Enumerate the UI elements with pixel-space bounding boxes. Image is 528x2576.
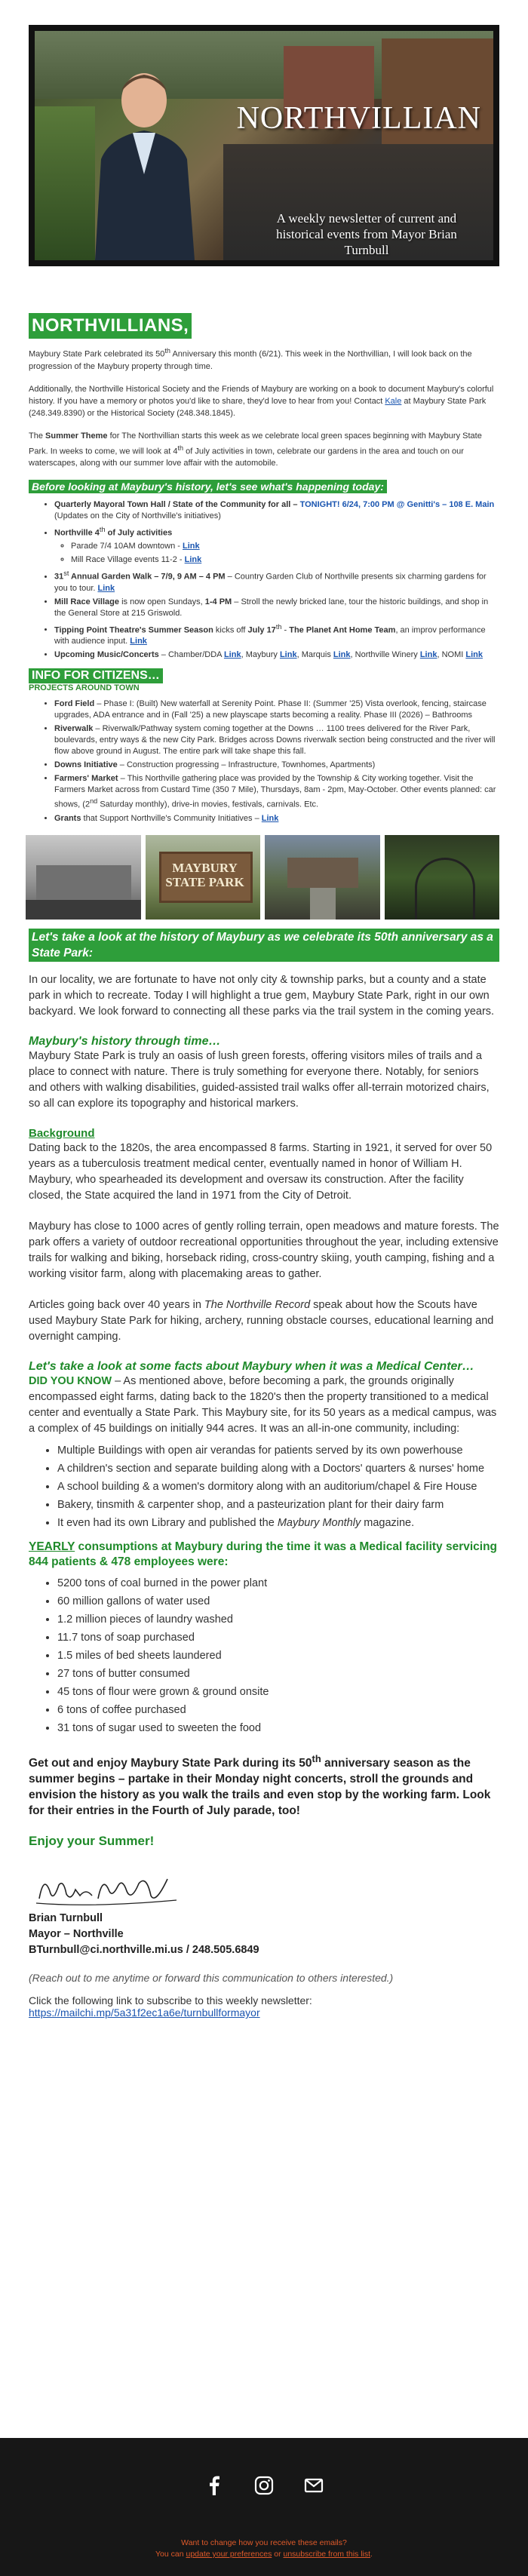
list-item: • A children's section and separate building along with a Doctors' quarters & nurses' home bbox=[57, 1461, 499, 1476]
list-item: ◦ Parade 7/4 10AM downtown - Link bbox=[71, 541, 499, 552]
winery-link[interactable]: Link bbox=[419, 650, 437, 660]
list-item: • Ford Field – Phase I: (Built) New waterfall at Serenity Point. Phase II: (Summer '25) Vista overlook, fencing, staircase upgrades, ADA entrance and in (Fall '25) a new playscape starts becoming a reality. Phase III (2026) – Bathrooms bbox=[54, 698, 499, 721]
list-item: • Upcoming Music/Concerts – Chamber/DDA Link, Maybury Link, Marquis Link, Northville Winery Link, NOMI Link bbox=[54, 649, 499, 661]
greeting-heading: NORTHVILLIANS, bbox=[29, 313, 192, 339]
projects-list bbox=[29, 698, 499, 824]
park-road-photo bbox=[265, 835, 380, 920]
update-preferences-link[interactable]: update your preferences bbox=[186, 2550, 272, 2559]
history-paragraph-3: Dating back to the 1820s, the area encompassed 8 farms. Starting in 1921, it served for over 50 years as a tuberculosis treatment medical center, eventually named in honor of William H. Maybury, who spearheaded its development and oversaw its construction. After the facility closed, the State acquired the land in 1971 from the City of Detroit. bbox=[29, 1141, 493, 1202]
list-item: • Farmers' Market – This Northville gathering place was provided by the Township & City working together. Visit the Farmers Market across from Custard Time (350 7 Mile), Thursdays, 8am - 2pm, May-October. Other events planned: car shows, (2nd Saturday monthly), drive-in movies, festivals, carnivals. Etc. bbox=[54, 773, 499, 811]
subscribe-text: Click the following link to subscribe to this weekly newsletter: bbox=[29, 1994, 312, 2007]
list-item: • A school building & a women's dormitory along with an auditorium/chapel & Fire House bbox=[57, 1479, 499, 1494]
newsletter-body bbox=[29, 313, 499, 2020]
header-photo bbox=[35, 31, 493, 260]
mayor-role: Mayor – Northville bbox=[29, 1928, 124, 1941]
nomi-link[interactable]: Link bbox=[465, 650, 483, 660]
facebook-icon[interactable] bbox=[204, 2476, 224, 2495]
intro-paragraph-3: The Summer Theme for The Northvillian starts this week as we celebrate local green spaces beginning with Maybury State Park. In weeks to come, we will look at 4th of July activities in town, celebrate our gardens in the area and touch on our waterscapes, along with our summer love affair with the automobile. bbox=[29, 431, 482, 468]
campus-facilities-list bbox=[29, 1443, 499, 1531]
citizens-heading: INFO FOR CITIZENS… bbox=[29, 668, 163, 683]
footer bbox=[0, 2438, 528, 2576]
garden-walk-link[interactable]: Link bbox=[97, 583, 115, 593]
list-item: • Tipping Point Theatre's Summer Season kicks off July 17th - The Planet Ant Home Team, an improv performance with audience input. Link bbox=[54, 622, 499, 648]
newsletter-title: NORTHVILLIAN bbox=[236, 101, 481, 136]
history-paragraph-4: Maybury has close to 1000 acres of gently rolling terrain, open meadows and mature forests. The park offers a variety of outdoor recreational opportunities throughout the year, including extensive trails for walking and biking, horseback riding, cross-country skiing, youth camping, fishing and a working visitor farm, along with placemaking areas to gather. bbox=[29, 1220, 499, 1280]
background-heading: Background bbox=[29, 1126, 95, 1140]
mill-race-events-link[interactable]: Link bbox=[184, 554, 202, 564]
list-item: • 6 tons of coffee purchased bbox=[57, 1702, 499, 1718]
happening-list bbox=[29, 499, 499, 661]
reach-out-note: (Reach out to me anytime or forward this communication to others interested.) bbox=[29, 1972, 394, 1985]
list-item: • Downs Initiative – Construction progressing – Infrastructure, Townhomes, Apartments) bbox=[54, 760, 499, 771]
list-item: ◦ Mill Race Village events 11-2 - Link bbox=[71, 554, 499, 566]
yearly-consumption-heading: YEARLY consumptions at Maybury during the time it was a Medical facility servicing 844 patients & 478 employees were: bbox=[29, 1540, 498, 1568]
list-item: • 31 tons of sugar used to sweeten the food bbox=[57, 1721, 499, 1736]
history-paragraph-1: In our locality, we are fortunate to have not only city & township parks, but a county and a state park in which to recreate. Today I will highlight a true gem, Maybury State Park, right in our own backyard. We look forward to connecting all these parks via the trail system in the coming years. bbox=[29, 973, 495, 1018]
list-item: • 60 million gallons of water used bbox=[57, 1594, 499, 1609]
list-item: • Quarterly Mayoral Town Hall / State of the Community for all – TONIGHT! 6/24, 7:00 PM @ Genitti's – 108 E. Main (Updates on the City of Northville's initiatives) bbox=[54, 499, 499, 522]
did-you-know-paragraph: DID YOU KNOW – As mentioned above, before becoming a park, the grounds originally encompassed eight farms, dating back to the 1820's then the property transitioned to a medical center and eventually a State Park. This Maybury site, for its 50 years as a medical campus, was a complex of 45 buildings on initially 944 acres. It was an all-in-one community, including: bbox=[29, 1374, 497, 1435]
list-item: • 5200 tons of coal burned in the power plant bbox=[57, 1576, 499, 1591]
tipping-point-link[interactable]: Link bbox=[130, 637, 147, 646]
mayor-contact[interactable]: BTurnbull@ci.northville.mi.us / 248.505.6849 bbox=[29, 1944, 259, 1957]
list-item: • 31st Annual Garden Walk – 7/9, 9 AM – 4 PM – Country Garden Club of Northville presents six charming gardens for you to tour. Link bbox=[54, 568, 499, 594]
chamber-dda-link[interactable]: Link bbox=[223, 650, 241, 660]
instagram-icon[interactable] bbox=[254, 2476, 274, 2495]
mayor-name: Brian Turnbull bbox=[29, 1912, 103, 1925]
history-paragraph-5: Articles going back over 40 years in The Northville Record speak about how the Scouts have used Maybury State Park for hiking, archery, running obstacle courses, educational learning and overnight camping. bbox=[29, 1298, 494, 1343]
contact-kale-link[interactable]: Kale bbox=[385, 396, 402, 406]
list-item: • 45 tons of flour were grown & ground onsite bbox=[57, 1684, 499, 1699]
state-park-sign-photo bbox=[146, 835, 261, 920]
mayor-portrait bbox=[87, 61, 201, 260]
closing-paragraph: Get out and enjoy Maybury State Park during its 50th anniversary season as the summer begins – partake in their Monday night concerts, stroll the grounds and envision the history as you walk the trails and even stop by the working farm. Look for their entries in the Fourth of July parade, too! bbox=[29, 1752, 491, 1818]
unsubscribe-link[interactable]: unsubscribe from this list bbox=[283, 2550, 371, 2559]
trail-photo bbox=[385, 835, 500, 920]
sign-text: MAYBURY STATE PARK bbox=[165, 860, 244, 889]
historic-photo bbox=[26, 835, 141, 920]
list-item: • 1.2 million pieces of laundry washed bbox=[57, 1612, 499, 1627]
history-heading: Let's take a look at the history of Maybury as we celebrate its 50th anniversary as a State Park: bbox=[29, 929, 499, 962]
list-item: • It even had its own Library and published the Maybury Monthly magazine. bbox=[57, 1515, 499, 1531]
social-icons bbox=[0, 2476, 528, 2495]
happening-heading: Before looking at Maybury's history, let's see what's happening today: bbox=[29, 480, 387, 493]
enjoy-summer: Enjoy your Summer! bbox=[29, 1834, 155, 1849]
history-subheading-1: Maybury's history through time… bbox=[29, 1034, 221, 1048]
signature-block bbox=[29, 1911, 499, 1958]
projects-subheading: PROJECTS AROUND TOWN bbox=[29, 683, 140, 693]
list-item: • Multiple Buildings with open air verandas for patients served by its own powerhouse bbox=[57, 1443, 499, 1458]
history-subheading-2: Let's take a look at some facts about Maybury when it was a Medical Center… bbox=[29, 1359, 474, 1373]
email-icon[interactable] bbox=[304, 2476, 324, 2495]
maybury-concert-link[interactable]: Link bbox=[279, 650, 297, 660]
list-item: • Northville 4th of July activities ◦ Parade 7/4 10AM downtown - Link ◦ Mill Race Village events 11-2 - Link bbox=[54, 524, 499, 566]
list-item: • 1.5 miles of bed sheets laundered bbox=[57, 1648, 499, 1663]
grants-link[interactable]: Link bbox=[261, 813, 279, 823]
footer-text: Want to change how you receive these emails? You can update your preferences or unsubscribe from this list. bbox=[155, 2538, 373, 2559]
parade-link[interactable]: Link bbox=[182, 541, 200, 551]
list-item: • Riverwalk – Riverwalk/Pathway system coming together at the Downs … 1100 trees delivered for the River Park, boulevards, entry ways & the new City Park. Bridges across Downs riverwalk section being constructed and the river will flow above ground in August. The entire park will take shape this fall. bbox=[54, 723, 499, 757]
consumption-list bbox=[29, 1576, 499, 1736]
list-item: • 11.7 tons of soap purchased bbox=[57, 1630, 499, 1645]
signature-image bbox=[33, 1868, 184, 1911]
list-item: • 27 tons of butter consumed bbox=[57, 1666, 499, 1681]
list-item: • Grants that Support Northville's Community Initiatives – Link bbox=[54, 813, 499, 824]
intro-paragraph-1: Maybury State Park celebrated its 50th Anniversary this month (6/21). This week in the Northvillian, I will look back on the progression of the Maybury property through time. bbox=[29, 347, 472, 371]
history-paragraph-2: Maybury State Park is truly an oasis of lush green forests, offering visitors miles of trails and a place to connect with nature. There is truly something for everyone there. Notably, for seniors and others with walking disabilities, guided-assisted trail walks offer all-terrain motorized chairs, so all can explore its topography and historical markers. bbox=[29, 1049, 490, 1110]
marquis-link[interactable]: Link bbox=[333, 650, 351, 660]
subscribe-link[interactable]: https://mailchi.mp/5a31f2ec1a6e/turnbullformayor bbox=[29, 2006, 260, 2019]
list-item: • Mill Race Village is now open Sundays, 1-4 PM – Stroll the newly bricked lane, tour the historic buildings, and shop in the General Store at 215 Griswold. bbox=[54, 597, 499, 619]
newsletter-subtitle: A weekly newsletter of current and historical events from Mayor Brian Turnbull bbox=[276, 211, 457, 257]
list-item: • Bakery, tinsmith & carpenter shop, and a pasteurization plant for their dairy farm bbox=[57, 1497, 499, 1512]
maybury-photo-strip bbox=[26, 835, 499, 920]
intro-paragraph-2: Additionally, the Northville Historical Society and the Friends of Maybury are working on a book to document Maybury's colorful history. If you have a memory or photos you'd like to share, they'd love to hear from you! Contact Kale at Maybury State Park (248.349.8390) or the Historical Society (248.348.1845). bbox=[29, 384, 494, 418]
header-banner bbox=[29, 25, 499, 266]
